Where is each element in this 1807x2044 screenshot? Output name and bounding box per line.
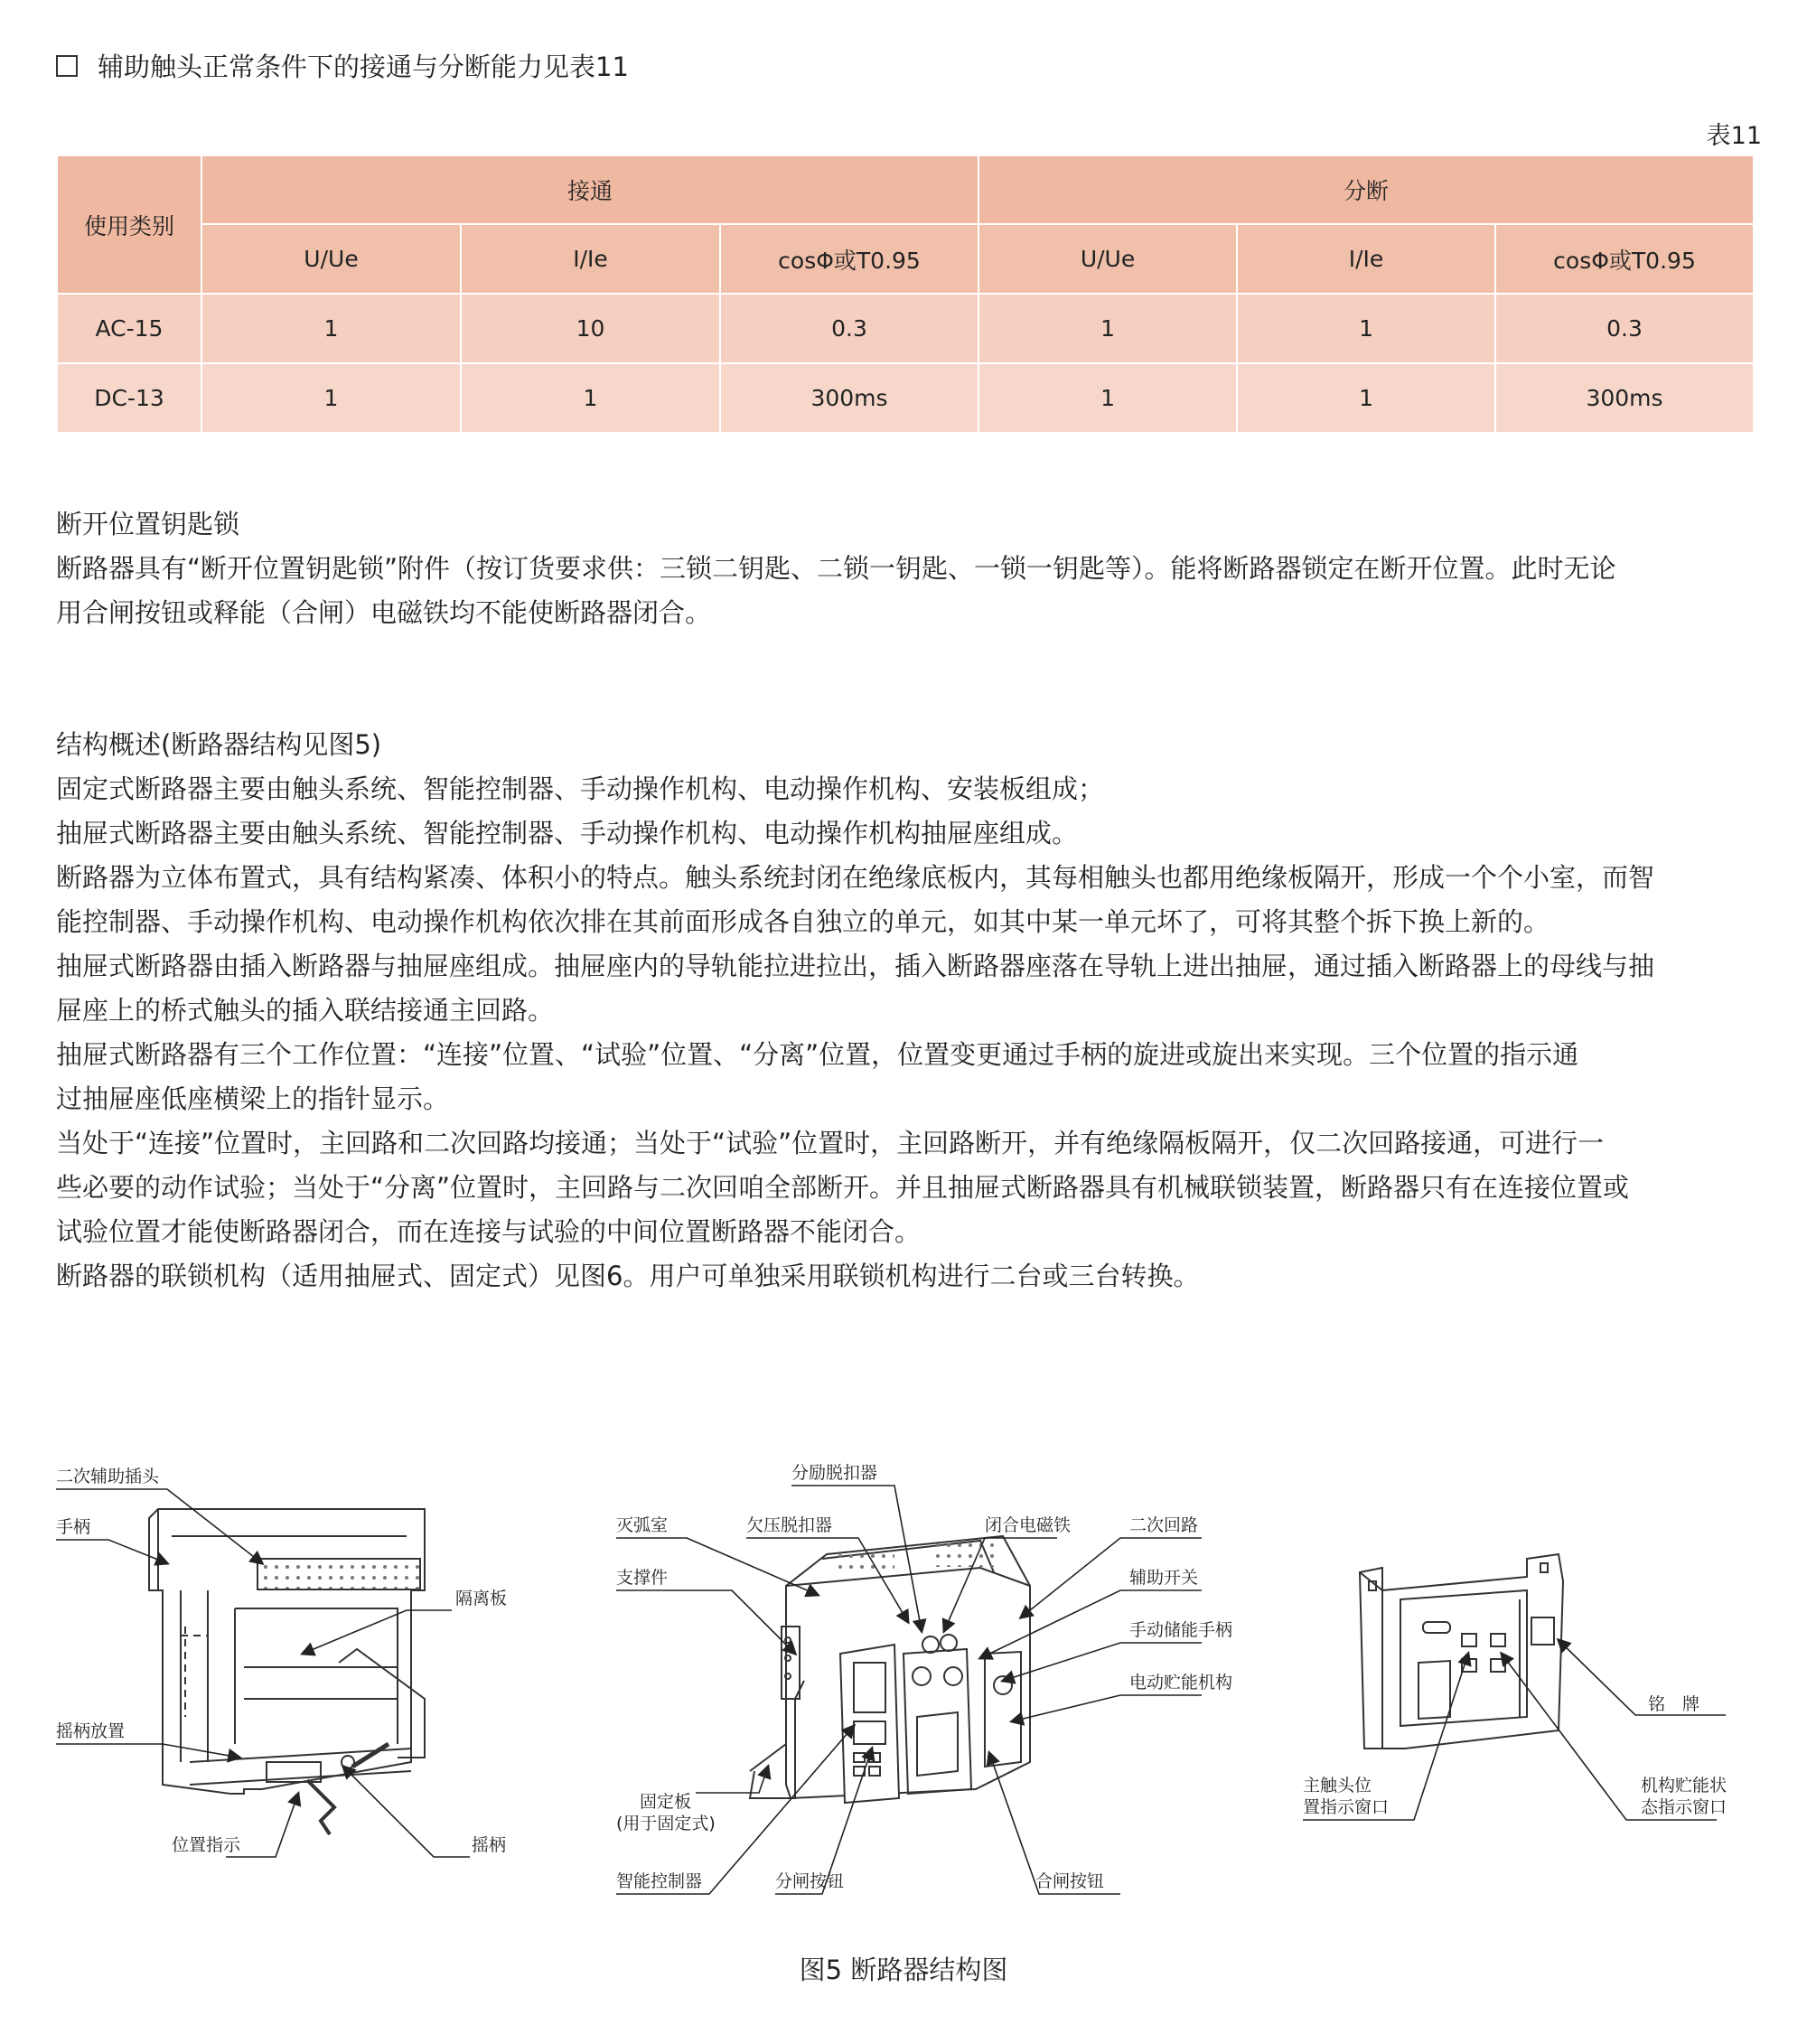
paragraph-line: 抽屉式断路器主要由触头系统、智能控制器、手动操作机构、电动操作机构抽屉座组成。: [56, 818, 1079, 849]
table-row: [57, 294, 1754, 363]
figure-label: 辅助开关: [1129, 1568, 1199, 1588]
table-cell: 1: [978, 363, 1237, 433]
group-header-break: 分断: [978, 155, 1754, 224]
paragraph-line: 断路器的联锁机构（适用抽屉式、固定式）见图6。用户可单独采用联锁机构进行二台或三台转换。: [56, 1261, 1200, 1291]
category-header: 使用类别: [57, 155, 201, 294]
table-cell: 1: [1237, 363, 1495, 433]
table-cell: 1: [461, 363, 720, 433]
figure-label: 机构贮能状: [1641, 1776, 1727, 1796]
table-cell: 10: [461, 294, 720, 363]
section-header: [56, 47, 629, 84]
figure-label: 主触头位: [1303, 1776, 1372, 1796]
section-title: 结构概述(断路器结构见图5): [56, 729, 382, 760]
figure-label: 隔离板: [455, 1589, 508, 1608]
subheader: cosΦ或T0.95: [1495, 224, 1754, 294]
key-lock-section: [56, 502, 1764, 635]
structure-section: [56, 723, 1764, 1299]
figure-label: 固定板: [640, 1792, 692, 1812]
paragraph-line: 用合闸按钮或释能（合闸）电磁铁均不能使断路器闭合。: [56, 597, 712, 628]
figure-label: 分励脱扣器: [791, 1463, 878, 1483]
table-cell: 300ms: [1495, 363, 1754, 433]
figure-label: 铭 牌: [1648, 1694, 1700, 1714]
figure-label: 位置指示: [172, 1835, 241, 1855]
paragraph-line: 过抽屉座低座横梁上的指针显示。: [56, 1083, 450, 1114]
figure-label: 手柄: [56, 1517, 91, 1537]
figure-label: 摇柄: [472, 1835, 507, 1855]
figure-label: 置指示窗口: [1303, 1797, 1390, 1817]
table-cell: 1: [1237, 294, 1495, 363]
subheader: cosΦ或T0.95: [720, 224, 978, 294]
figure-label: 合闸按钮: [1035, 1871, 1105, 1891]
fixed-breaker-drawing: [750, 1536, 1030, 1803]
table-label: 表11: [1706, 122, 1762, 150]
subheader: I/Ie: [461, 224, 720, 294]
figure-label: 电动贮能机构: [1129, 1673, 1233, 1692]
breaker-structure-figure: [0, 1437, 1807, 1943]
paragraph-line: 抽屉式断路器由插入断路器与抽屉座组成。抽屉座内的导轨能拉进拉出，插入断路器座落在导轨上进出抽屉，通过插入断路器上的母线与抽: [56, 951, 1655, 981]
table-cell: 1: [201, 294, 461, 363]
subheader: U/Ue: [978, 224, 1237, 294]
figure-label: 摇柄放置: [56, 1721, 126, 1741]
figure-caption: 图5 断路器结构图: [799, 1955, 1008, 1985]
paragraph-line: 断路器为立体布置式，具有结构紧凑、体积小的特点。触头系统封闭在绝缘底板内，其每相触头也都用绝缘板隔开，形成一个个小室，而智: [56, 862, 1655, 893]
figure-label: 闭合电磁铁: [985, 1515, 1072, 1535]
figure-label: 欠压脱扣器: [746, 1515, 833, 1535]
subheader: I/Ie: [1237, 224, 1495, 294]
table-cell: 0.3: [1495, 294, 1754, 363]
paragraph-line: 固定式断路器主要由触头系统、智能控制器、手动操作机构、电动操作机构、安装板组成；: [56, 774, 1105, 804]
figure-label: 手动储能手柄: [1129, 1620, 1233, 1640]
table-row: [57, 363, 1754, 433]
paragraph-line: 能控制器、手动操作机构、电动操作机构依次排在其前面形成各自独立的单元，如其中某一单元坏了，可将其整个拆下换上新的。: [56, 906, 1550, 937]
drawout-breaker-drawing: [1360, 1554, 1563, 1749]
header-title: 辅助触头正常条件下的接通与分断能力见表11: [98, 52, 629, 82]
paragraph-line: 当处于“连接”位置时，主回路和二次回路均接通；当处于“试验”位置时，主回路断开，并有绝缘隔板隔开，仅二次回路接通，可进行一: [56, 1128, 1605, 1158]
drawout-cradle-drawing: [149, 1509, 425, 1834]
paragraph-line: 些必要的动作试验；当处于“分离”位置时，主回路与二次回咱全部断开。并且抽屉式断路器具有机械联锁装置，断路器只有在连接位置或: [56, 1172, 1630, 1203]
figure-label: 分闸按钮: [775, 1871, 845, 1891]
group-header-make: 接通: [201, 155, 978, 224]
figure-label: 态指示窗口: [1641, 1797, 1727, 1817]
paragraph-line: 断路器具有“断开位置钥匙锁”附件（按订货要求供：三锁二钥匙、二锁一钥匙、一锁一钥匙等）。能将断路器锁定在断开位置。此时无论: [56, 553, 1616, 584]
figure-label: 支撑件: [616, 1568, 669, 1588]
row-category: AC-15: [57, 294, 201, 363]
capacity-table: [56, 155, 1755, 434]
table-cell: 0.3: [720, 294, 978, 363]
paragraph-line: 屉座上的桥式触头的插入联结接通主回路。: [56, 995, 555, 1026]
subheader: U/Ue: [201, 224, 461, 294]
row-category: DC-13: [57, 363, 201, 433]
paragraph-line: 试验位置才能使断路器闭合，而在连接与试验的中间位置断路器不能闭合。: [56, 1216, 922, 1247]
paragraph-line: 抽屉式断路器有三个工作位置：“连接”位置、“试验”位置、“分离”位置，位置变更通过手柄的旋进或旋出来实现。三个位置的指示通: [56, 1039, 1579, 1070]
figure-label: 灭弧室: [616, 1515, 669, 1535]
table-cell: 300ms: [720, 363, 978, 433]
section-title: 断开位置钥匙锁: [56, 509, 240, 539]
checkbox-square-icon: [56, 55, 78, 77]
table-cell: 1: [201, 363, 461, 433]
figure-label: (用于固定式): [616, 1814, 716, 1833]
figure-label: 二次回路: [1129, 1515, 1199, 1535]
figure-label: 智能控制器: [616, 1871, 703, 1891]
table-cell: 1: [978, 294, 1237, 363]
figure-label: 二次辅助插头: [56, 1467, 160, 1486]
